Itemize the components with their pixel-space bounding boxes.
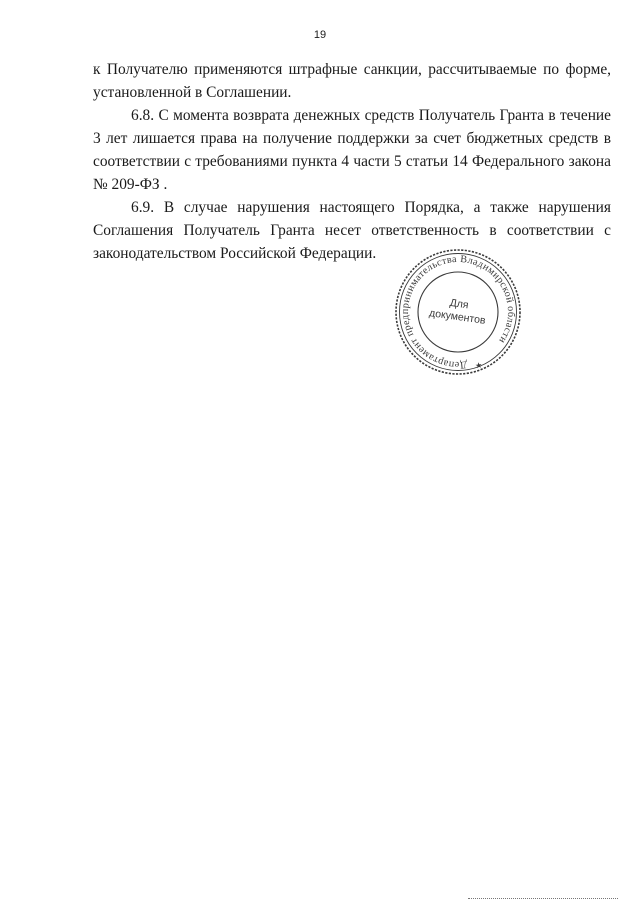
svg-text:Департамент предпринимательств: Департамент предпринимательства Владимирской области	[399, 253, 517, 371]
svg-text:Для: Для	[448, 296, 470, 312]
footer-dotted-line	[468, 898, 618, 901]
page-number: 19	[313, 29, 327, 41]
body-text	[93, 58, 611, 265]
paragraph-continuation: к Получателю применяются штрафные санкции, рассчитываемые по форме, установленной в Соглашении.	[93, 61, 611, 101]
official-stamp	[393, 247, 523, 377]
svg-text:документов: документов	[428, 307, 487, 327]
stamp-seal-icon	[393, 247, 523, 377]
svg-text:★: ★	[474, 360, 483, 371]
paragraph-6-9: 6.9. В случае нарушения настоящего Порядка, а также нарушения Соглашения Получатель Гранта несет ответственность в соответствии с законодательством Российской Федерации.	[93, 199, 611, 262]
paragraph-6-8: 6.8. С момента возврата денежных средств Получатель Гранта в течение 3 лет лишается права на получение поддержки за счет бюджетных средств в соответствии с требованиями пункта 4 части 5 статьи 14 Федерального закона № 209-ФЗ .	[93, 107, 611, 193]
